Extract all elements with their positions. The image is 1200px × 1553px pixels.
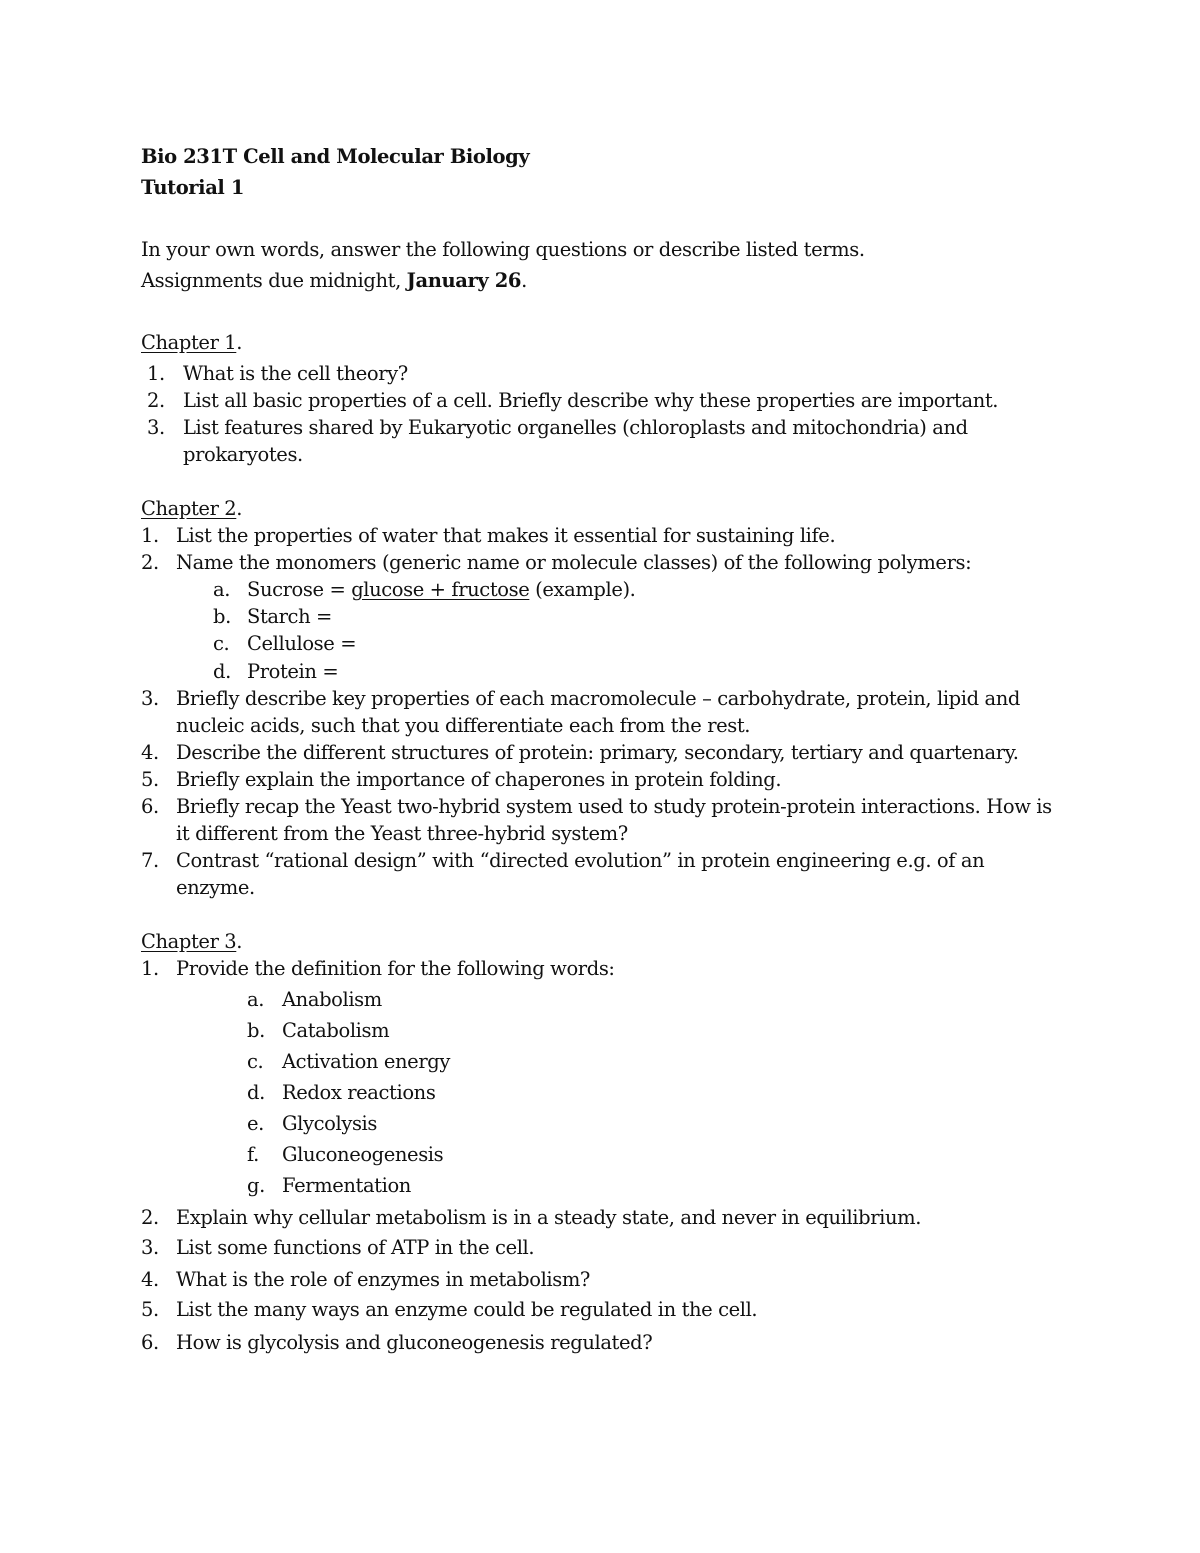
ch3-question-1: Provide the definition for the following words: bbox=[176, 957, 615, 980]
list-number: 3. bbox=[147, 416, 165, 439]
sublist-letter: b. bbox=[213, 605, 231, 628]
ch2-question-5: Briefly explain the importance of chaperones in protein folding. bbox=[176, 768, 782, 791]
q2a-suffix: (example). bbox=[529, 578, 636, 601]
ch1-question-2: List all basic properties of a cell. Briefly describe why these properties are important. bbox=[183, 389, 999, 412]
list-number: 5. bbox=[141, 1298, 159, 1321]
ch3-question-6: How is glycolysis and gluconeogenesis regulated? bbox=[176, 1331, 653, 1354]
list-number: 5. bbox=[141, 768, 159, 791]
list-number: 6. bbox=[141, 1331, 159, 1354]
ch2-question-2a bbox=[247, 578, 636, 602]
ch2-question-1: List the properties of water that makes it essential for sustaining life. bbox=[176, 524, 836, 547]
sublist-letter: b. bbox=[247, 1019, 265, 1042]
sublist-letter: f. bbox=[247, 1143, 259, 1166]
list-number: 4. bbox=[141, 1268, 159, 1291]
sublist-letter: a. bbox=[247, 988, 265, 1011]
ch2-question-7: Contrast “rational design” with “directed evolution” in protein engineering e.g. of an bbox=[176, 849, 985, 872]
ch3-question-4: What is the role of enzymes in metabolism? bbox=[176, 1268, 590, 1291]
chapter-2-title: Chapter 2 bbox=[141, 497, 237, 520]
ch3-term: Fermentation bbox=[282, 1174, 411, 1197]
intro-instructions: In your own words, answer the following questions or describe listed terms. bbox=[141, 238, 865, 261]
sublist-letter: g. bbox=[247, 1174, 265, 1197]
ch3-term: Activation energy bbox=[282, 1050, 450, 1073]
ch3-question-2: Explain why cellular metabolism is in a steady state, and never in equilibrium. bbox=[176, 1206, 922, 1229]
sublist-letter: e. bbox=[247, 1112, 264, 1135]
chapter-2-heading bbox=[141, 497, 242, 521]
list-number: 4. bbox=[141, 741, 159, 764]
ch2-question-6: Briefly recap the Yeast two-hybrid system used to study protein-protein interactions. How is bbox=[176, 795, 1052, 818]
ch1-question-1: What is the cell theory? bbox=[183, 362, 408, 385]
due-suffix: . bbox=[521, 269, 527, 292]
chapter-3-title: Chapter 3 bbox=[141, 930, 237, 953]
ch1-question-3: List features shared by Eukaryotic organelles (chloroplasts and mitochondria) and bbox=[183, 416, 968, 439]
list-number: 1. bbox=[141, 957, 159, 980]
ch3-term: Gluconeogenesis bbox=[282, 1143, 444, 1166]
ch3-term: Glycolysis bbox=[282, 1112, 377, 1135]
ch2-question-6-cont: it different from the Yeast three-hybrid system? bbox=[176, 822, 628, 845]
ch2-question-2d: Protein = bbox=[247, 660, 339, 683]
chapter-3-period: . bbox=[236, 930, 243, 953]
sublist-letter: a. bbox=[213, 578, 231, 601]
sublist-letter: c. bbox=[213, 632, 230, 655]
tutorial-title: Tutorial 1 bbox=[141, 176, 244, 199]
intro-due-date bbox=[141, 269, 527, 293]
ch2-question-3-cont: nucleic acids, such that you differentiate each from the rest. bbox=[176, 714, 751, 737]
list-number: 1. bbox=[147, 362, 165, 385]
chapter-1-heading bbox=[141, 331, 242, 355]
ch3-term: Catabolism bbox=[282, 1019, 390, 1042]
chapter-2-period: . bbox=[236, 497, 243, 520]
ch2-question-2b: Starch = bbox=[247, 605, 332, 628]
sublist-letter: d. bbox=[247, 1081, 265, 1104]
ch3-question-5: List the many ways an enzyme could be regulated in the cell. bbox=[176, 1298, 758, 1321]
chapter-1-title: Chapter 1 bbox=[141, 331, 237, 354]
sublist-letter: c. bbox=[247, 1050, 264, 1073]
ch2-question-3: Briefly describe key properties of each macromolecule – carbohydrate, protein, lipid and bbox=[176, 687, 1020, 710]
ch1-question-3-cont: prokaryotes. bbox=[183, 443, 303, 466]
list-number: 1. bbox=[141, 524, 159, 547]
ch3-term: Redox reactions bbox=[282, 1081, 436, 1104]
ch3-question-3: List some functions of ATP in the cell. bbox=[176, 1236, 535, 1259]
list-number: 2. bbox=[141, 551, 159, 574]
ch2-question-2c: Cellulose = bbox=[247, 632, 357, 655]
ch2-question-7-cont: enzyme. bbox=[176, 876, 255, 899]
due-prefix: Assignments due midnight, bbox=[141, 269, 407, 292]
list-number: 3. bbox=[141, 687, 159, 710]
list-number: 3. bbox=[141, 1236, 159, 1259]
ch2-question-2: Name the monomers (generic name or molecule classes) of the following polymers: bbox=[176, 551, 972, 574]
list-number: 7. bbox=[141, 849, 159, 872]
list-number: 2. bbox=[147, 389, 165, 412]
chapter-1-period: . bbox=[236, 331, 243, 354]
q2a-example-answer: glucose + fructose bbox=[351, 578, 530, 601]
list-number: 2. bbox=[141, 1206, 159, 1229]
course-title: Bio 231T Cell and Molecular Biology bbox=[141, 145, 530, 168]
ch2-question-4: Describe the different structures of protein: primary, secondary, tertiary and quartenary. bbox=[176, 741, 1019, 764]
q2a-prefix: Sucrose = bbox=[247, 578, 352, 601]
ch3-term: Anabolism bbox=[282, 988, 382, 1011]
sublist-letter: d. bbox=[213, 660, 231, 683]
list-number: 6. bbox=[141, 795, 159, 818]
due-date: January 26 bbox=[406, 269, 522, 292]
chapter-3-heading bbox=[141, 930, 242, 954]
